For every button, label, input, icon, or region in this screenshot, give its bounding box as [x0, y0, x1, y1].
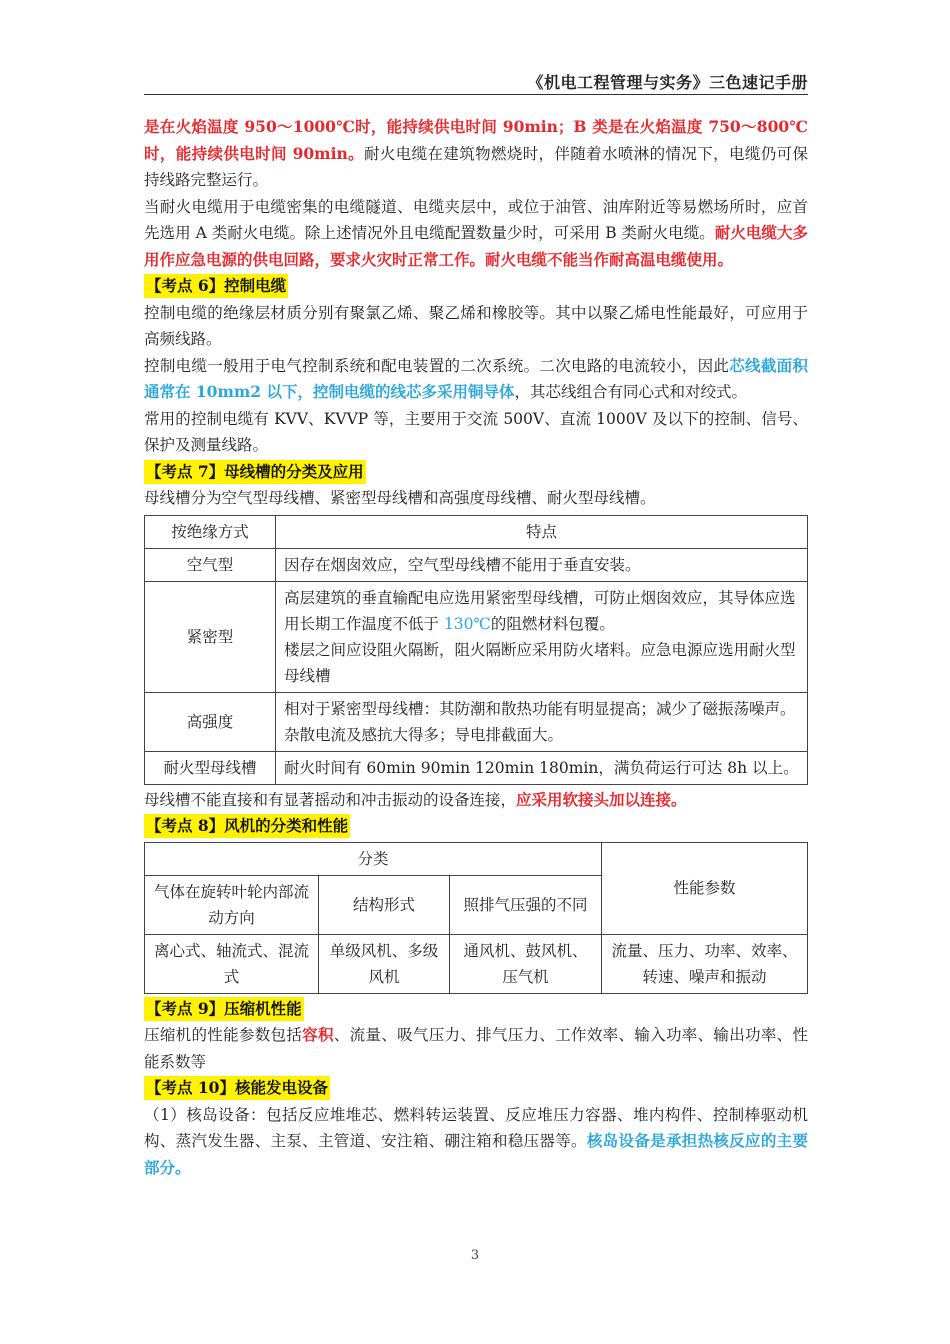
table-header-row	[145, 842, 808, 875]
table-cell: 流量、压力、功率、效率、转速、噪声和振动	[602, 934, 808, 993]
section-7-intro: 母线槽分为空气型母线槽、紧密型母线槽和高强度母线槽、耐火型母线槽。	[144, 489, 656, 507]
section-7-after	[144, 787, 808, 814]
table-row	[145, 548, 808, 581]
desc-text: 的阻燃材料包覆。	[490, 614, 615, 633]
table-header-cell: 按绝缘方式	[145, 515, 276, 548]
s9-plain: 压缩机的性能参数包括	[144, 1026, 303, 1044]
s9-red: 容积	[302, 1025, 334, 1044]
table-header-cell: 气体在旋转叶轮内部流动方向	[145, 875, 319, 934]
table-header-cell: 结构形式	[319, 875, 450, 934]
table-row	[145, 692, 808, 751]
page-header: 《机电工程管理与实务》三色速记手册	[144, 70, 808, 95]
page-number: 3	[470, 1248, 480, 1263]
section-6-paragraph-3: 常用的控制电缆有 KVV、KVVP 等，主要用于交流 500V、直流 1000V 及以下的控制、信号、保护及测量线路。	[144, 409, 808, 454]
table-cell-desc: 因存在烟囱效应，空气型母线槽不能用于垂直安装。	[276, 548, 808, 581]
intro-p2-plain: 当耐火电缆用于电缆密集的电缆隧道、电缆夹层中，或位于油管、油库附近等易燃场所时，应首先选用 A 类耐火电缆。除上述情况外且电缆配置数量少时，可采用 B 类耐火电缆。	[144, 197, 808, 242]
table-cell: 离心式、轴流式、混流式	[145, 934, 319, 993]
section-6-paragraph-2	[144, 353, 808, 406]
section-8-heading: 【考点 8】风机的分类和性能	[144, 814, 350, 838]
table-cell: 通风机、鼓风机、压气机	[450, 934, 602, 993]
temperature-highlight: 130℃	[443, 614, 491, 633]
table-cell-desc: 耐火时间有 60min 90min 120min 180min，满负荷运行可达 8h 以上。	[276, 751, 808, 784]
desc-text: 楼层之间应设阻火隔断，阻火隔断应采用防火堵料。应急电源应选用耐火型母线槽	[284, 640, 796, 685]
table-cell-type: 紧密型	[145, 581, 276, 692]
intro-paragraph-2	[144, 194, 808, 274]
intro-plain-text: 耐火电缆在建筑物燃烧时，伴随着水喷淋的情况下，电缆仍可保持线路完整运行。	[144, 144, 808, 189]
section-7-heading: 【考点 7】母线槽的分类及应用	[144, 460, 366, 484]
busway-table	[144, 515, 808, 785]
s7-after-red: 应采用软接头加以连接。	[516, 789, 687, 809]
table-header-row	[145, 515, 808, 548]
table-cell: 单级风机、多级风机	[319, 934, 450, 993]
section-6-heading: 【考点 6】控制电缆	[144, 274, 288, 298]
desc-text: 高层建筑的垂直输配电应选用紧密型母线槽，可防止烟囱效应，其导体应选用长期工作温度不低于	[284, 588, 796, 633]
table-header-cell: 特点	[276, 515, 808, 548]
table-row	[145, 934, 808, 993]
section-9-paragraph	[144, 1022, 808, 1075]
s6-p2-plain: 控制电缆一般用于电气控制系统和配电装置的二次系统。二次电路的电流较小，因此	[144, 356, 730, 375]
s7-after-plain: 母线槽不能直接和有显著摇动和冲击振动的设备连接，	[144, 790, 517, 809]
intro-paragraph-1	[144, 114, 808, 194]
table-cell-type: 耐火型母线槽	[145, 751, 276, 784]
section-6-paragraph-1: 控制电缆的绝缘层材质分别有聚氯乙烯、聚乙烯和橡胶等。其中以聚乙烯电性能最好，可应用于高频线路。	[144, 303, 808, 348]
section-9-heading: 【考点 9】压缩机性能	[144, 997, 304, 1021]
table-cell-type: 空气型	[145, 548, 276, 581]
s10-plain: （1）核岛设备：包括反应堆堆芯、燃料转运装置、反应堆压力容器、堆内构件、控制棒驱动机构、蒸汽发生器、主泵、主管道、安注箱、硼注箱和稳压器等。	[144, 1105, 808, 1150]
table-header-cell: 性能参数	[602, 842, 808, 934]
table-header-cell: 分类	[145, 842, 602, 875]
page-content	[144, 114, 808, 1181]
s9-plain-end: 、流量、吸气压力、排气压力、工作效率、输入功率、输出功率、性能系数等	[144, 1026, 808, 1071]
table-header-cell: 照排气压强的不同	[450, 875, 602, 934]
table-row	[145, 581, 808, 692]
intro-p2-red: 耐火电缆大多用作应急电源的供电回路，要求火灾时正常工作。耐火电缆不能当作耐高温电缆使用。	[144, 223, 808, 269]
section-10-heading: 【考点 10】核能发电设备	[144, 1076, 330, 1100]
section-10-paragraph	[144, 1102, 808, 1182]
intro-red-text: 是在火焰温度 950～1000℃时，能持续供电时间 90min；B 类是在火焰温度 750～800℃时，能持续供电时间 90min。	[144, 117, 808, 163]
table-cell-type: 高强度	[145, 692, 276, 751]
s6-p2-blue: 芯线截面积通常在 10mm2 以下，控制电缆的线芯多采用铜导体	[144, 355, 808, 401]
table-cell-desc: 相对于紧密型母线槽：其防潮和散热功能有明显提高；减少了磁振荡噪声。杂散电流及感抗大得多；导电排截面大。	[276, 692, 808, 751]
table-row	[145, 751, 808, 784]
s6-p2-plain-end: ，其芯线组合有同心式和对绞式。	[514, 383, 747, 401]
fan-table	[144, 842, 808, 994]
table-cell-desc	[276, 581, 808, 692]
s10-blue: 核岛设备是承担热核反应的主要部分。	[144, 1131, 808, 1177]
